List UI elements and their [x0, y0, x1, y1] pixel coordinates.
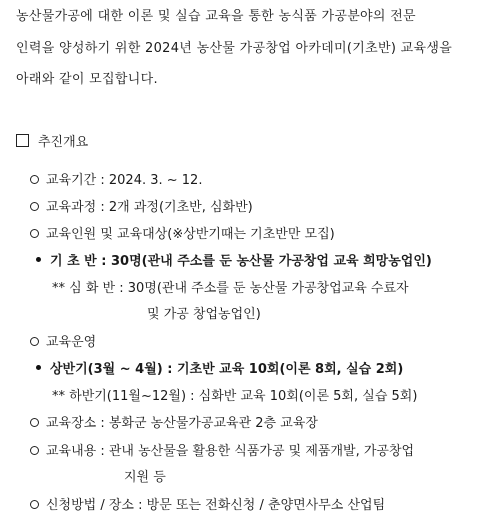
- place-text: 교육장소 : 봉화군 농산물가공교육관 2층 교육장: [46, 416, 318, 431]
- item-basic: [36, 253, 432, 271]
- content-cont-text: 지원 등: [124, 470, 166, 485]
- item-content: [30, 443, 414, 461]
- circle-bullet-icon: [30, 175, 39, 184]
- intro-line-3: 아래와 같이 모집합니다.: [16, 72, 158, 87]
- item-target: [30, 226, 335, 244]
- basic-text: 기 초 반 : 30명(관내 주소를 둔 농산물 가공창업 교육 희망농업인): [50, 254, 432, 269]
- item-apply: [30, 497, 385, 515]
- target-text: 교육인원 및 교육대상(※상반기때는 기초반만 모집): [46, 227, 335, 242]
- intro-line-2: 인력을 양성하기 위한 2024년 농산물 가공창업 아카데미(기초반) 교육생을: [16, 41, 453, 56]
- circle-bullet-icon: [30, 337, 39, 346]
- course-text: 교육과정 : 2개 과정(기초반, 심화반): [46, 200, 253, 215]
- item-place: [30, 415, 318, 433]
- second-half-text: ** 하반기(11월~12월) : 심화반 교육 10회(이론 5회, 실습 5회): [52, 389, 418, 404]
- circle-bullet-icon: [30, 418, 39, 427]
- section-heading: [16, 134, 88, 152]
- circle-bullet-icon: [30, 500, 39, 509]
- advanced-text: ** 심 화 반 : 30명(관내 주소를 둔 농산물 가공창업교육 수료자: [52, 281, 409, 296]
- item-first-half: [36, 361, 403, 379]
- item-content-cont: [124, 469, 166, 487]
- checkbox-square-icon: [16, 134, 29, 147]
- item-advanced-cont: [147, 306, 261, 324]
- period-text: 교육기간 : 2024. 3. ~ 12.: [46, 173, 203, 188]
- dot-bullet-icon: [36, 257, 41, 262]
- apply-text: 신청방법 / 장소 : 방문 또는 전화신청 / 춘양면사무소 산업팀: [46, 498, 386, 513]
- item-course: [30, 199, 253, 217]
- section-title: 추진개요: [38, 135, 89, 150]
- circle-bullet-icon: [30, 229, 39, 238]
- item-second-half: [52, 388, 417, 406]
- first-half-text: 상반기(3월 ~ 4월) : 기초반 교육 10회(이론 8회, 실습 2회): [50, 362, 404, 377]
- operation-text: 교육운영: [46, 335, 97, 350]
- circle-bullet-icon: [30, 446, 39, 455]
- circle-bullet-icon: [30, 202, 39, 211]
- dot-bullet-icon: [36, 365, 41, 370]
- intro-line-1: 농산물가공에 대한 이론 및 실습 교육을 통한 농식품 가공분야의 전문: [16, 9, 416, 24]
- item-operation: [30, 334, 96, 352]
- advanced-cont-text: 및 가공 창업농업인): [147, 307, 261, 322]
- item-period: [30, 172, 202, 190]
- content-text: 교육내용 : 관내 농산물을 활용한 식품가공 및 제품개발, 가공창업: [46, 444, 415, 459]
- item-advanced: [52, 280, 409, 298]
